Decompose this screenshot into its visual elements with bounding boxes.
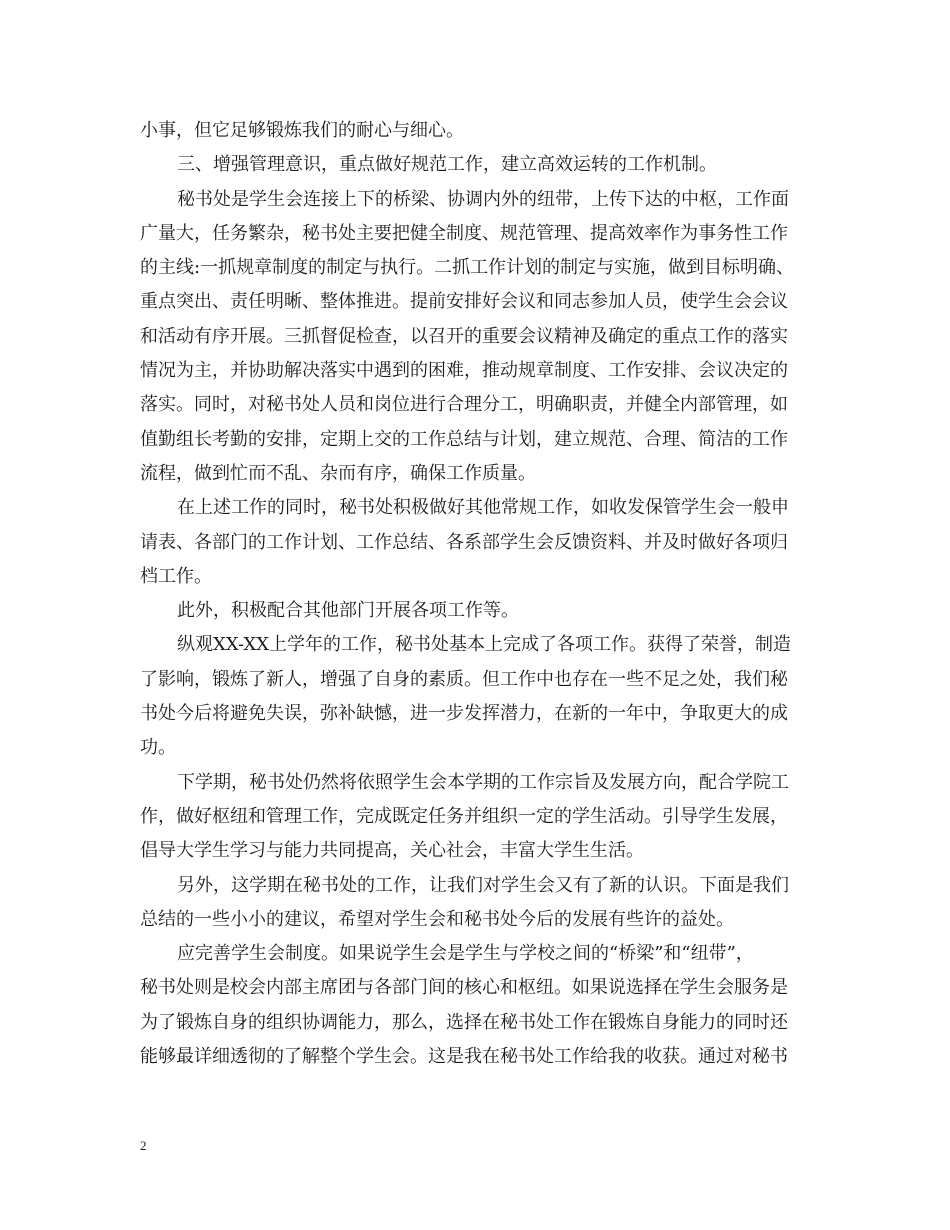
text-line: 流程，做到忙而不乱、杂而有序，确保工作质量。 <box>140 462 536 484</box>
text-line: 广量大，任务繁杂，秘书处主要把健全制度、规范管理、提高效率作为事务性工作 <box>140 222 788 244</box>
text-line: 情况为主，并协助解决落实中遇到的困难，推动规章制度、工作安排、会议决定的 <box>140 360 788 382</box>
text-line: 三、增强管理意识，重点做好规范工作，建立高效运转的工作机制。 <box>177 154 717 176</box>
text-line: 应完善学生会制度。如果说学生会是学生与学校之间的“桥梁”和“纽带”， <box>177 943 754 965</box>
text-line: 下学期，秘书处仍然将依照学生会本学期的工作宗旨及发展方向，配合学院工 <box>177 771 789 793</box>
text-line: 重点突出、责任明晰、整体推进。提前安排好会议和同志参加人员，使学生会会议 <box>140 291 788 313</box>
text-line: 请表、各部门的工作计划、工作总结、各系部学生会反馈资料、并及时做好各项归 <box>140 531 788 553</box>
text-line: 总结的一些小小的建议，希望对学生会和秘书处今后的发展有些许的益处。 <box>140 908 734 930</box>
text-line: 小事，但它足够锻炼我们的耐心与细心。 <box>140 120 464 141</box>
text-line: 档工作。 <box>140 565 212 587</box>
text-line: 值勤组长考勤的安排，定期上交的工作总结与计划，建立规范、合理、简洁的工作 <box>140 428 788 450</box>
text-line: 倡导大学生学习与能力共同提高，关心社会，丰富大学生生活。 <box>140 840 644 862</box>
text-line: 秘书处则是校会内部主席团与各部门间的核心和枢纽。如果说选择在学生会服务是 <box>140 977 788 999</box>
text-line: 在上述工作的同时，秘书处积极做好其他常规工作，如收发保管学生会一般申 <box>177 497 789 519</box>
text-line: 能够最详细透彻的了解整个学生会。这是我在秘书处工作给我的收获。通过对秘书 <box>140 1046 788 1068</box>
document-body <box>140 114 820 1074</box>
page-number: 2 <box>140 1138 147 1153</box>
text-line: 另外，这学期在秘书处的工作，让我们对学生会又有了新的认识。下面是我们 <box>177 874 789 896</box>
text-line: 了影响，锻炼了新人，增强了自身的素质。但工作中也存在一些不足之处，我们秘 <box>140 668 788 690</box>
text-line: 功。 <box>140 737 176 759</box>
text-line: 和活动有序开展。三抓督促检查，以召开的重要会议精神及确定的重点工作的落实 <box>140 325 788 347</box>
text-line: 的主线:一抓规章制度的制定与执行。二抓工作计划的制定与实施，做到目标明确、 <box>140 257 795 279</box>
text-line: 落实。同时，对秘书处人员和岗位进行合理分工，明确职责，并健全内部管理，如 <box>140 394 788 416</box>
text-line: 秘书处是学生会连接上下的桥梁、协调内外的纽带，上传下达的中枢，工作面 <box>177 188 789 210</box>
text-line: 为了锻炼自身的组织协调能力，那么，选择在秘书处工作在锻炼自身能力的同时还 <box>140 1011 788 1033</box>
text-line: 书处今后将避免失误，弥补缺憾，进一步发挥潜力，在新的一年中，争取更大的成 <box>140 703 788 725</box>
text-line: 此外，积极配合其他部门开展各项工作等。 <box>177 600 519 622</box>
text-line: 作，做好枢纽和管理工作，完成既定任务并组织一定的学生活动。引导学生发展， <box>140 805 788 827</box>
text-line: 纵观XX-XX上学年的工作，秘书处基本上完成了各项工作。获得了荣誉，制造 <box>177 634 792 656</box>
